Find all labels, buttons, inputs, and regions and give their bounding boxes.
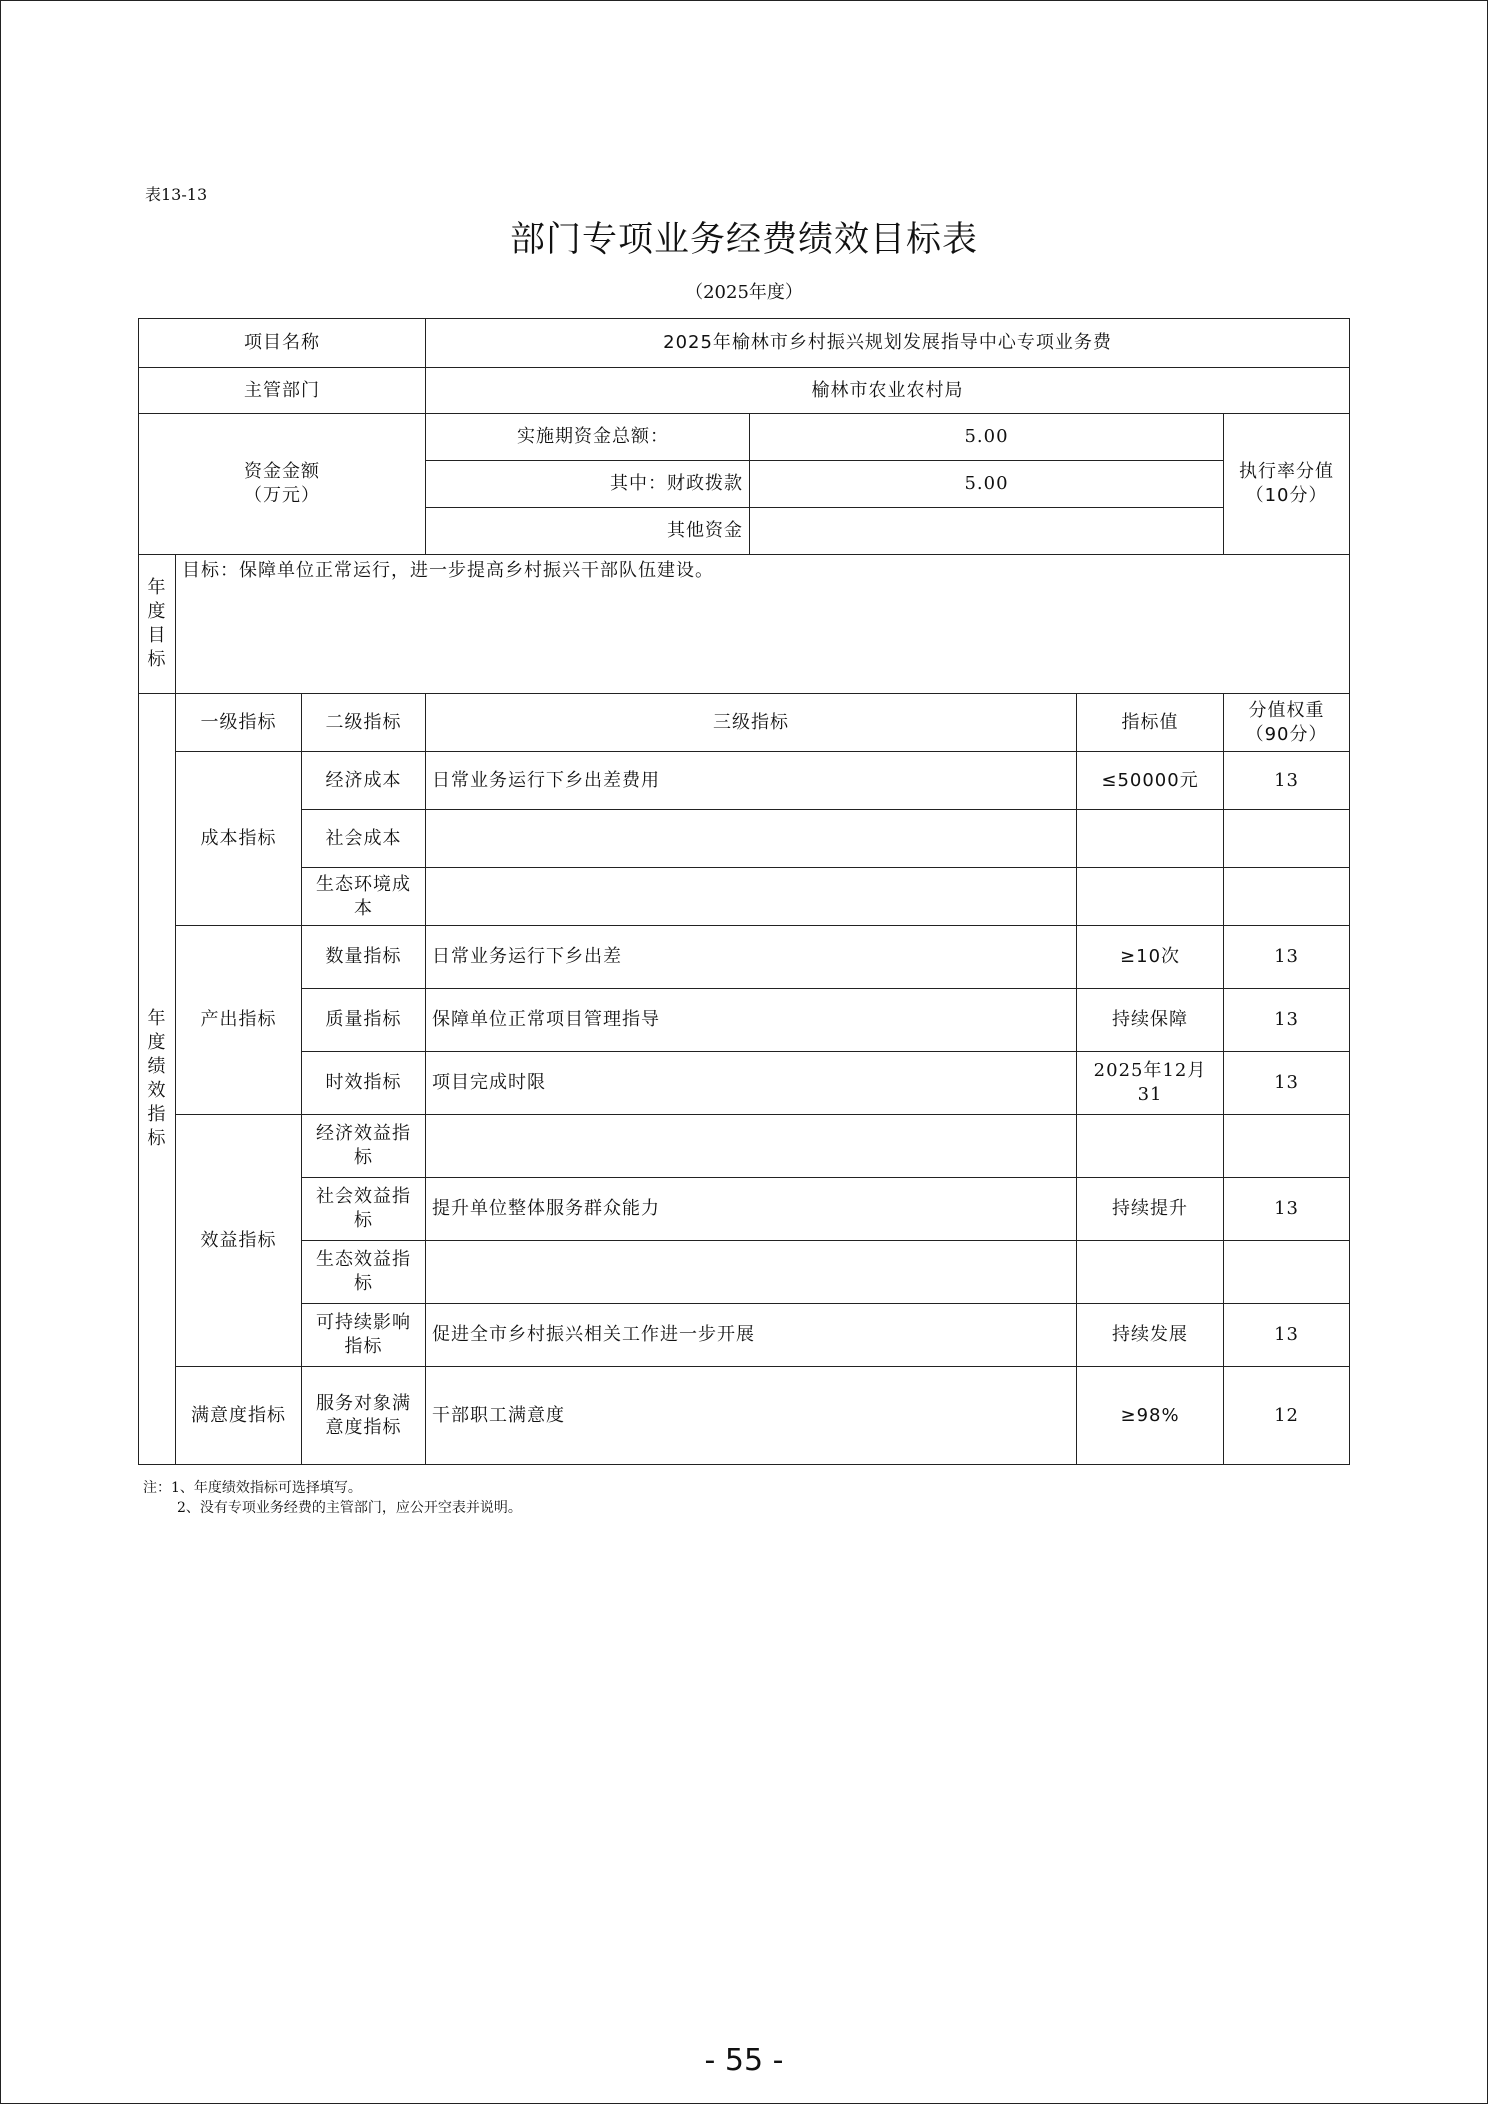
footnote-2: 2、没有专项业务经费的主管部门，应公开空表并说明。	[177, 1500, 522, 1516]
funds-label-line1: 资金金额	[244, 461, 321, 482]
weight-cell	[1224, 1241, 1350, 1304]
indicator-row	[139, 1178, 1350, 1241]
value-cell: 持续提升	[1077, 1178, 1224, 1241]
department-row	[139, 368, 1350, 414]
level1-benefit: 效益指标	[176, 1115, 302, 1367]
indicator-row	[139, 752, 1350, 810]
level3-cell	[426, 1115, 1077, 1178]
funds-fiscal-label: 其中：财政拨款	[426, 461, 750, 508]
annual-goal-text: 目标：保障单位正常运行，进一步提高乡村振兴干部队伍建设。	[176, 555, 1350, 694]
document-year: （2025年度）	[685, 282, 803, 303]
level2-cell: 数量指标	[302, 926, 426, 989]
execution-rate-line2: （10分）	[1245, 485, 1328, 506]
department-value: 榆林市农业农村局	[426, 368, 1350, 414]
indicator-row	[139, 868, 1350, 926]
value-cell: ≥98%	[1077, 1367, 1224, 1465]
level3-cell	[426, 868, 1077, 926]
level3-cell: 促进全市乡村振兴相关工作进一步开展	[426, 1304, 1077, 1367]
funds-fiscal-value: 5.00	[750, 461, 1224, 508]
value-cell	[1077, 810, 1224, 868]
annual-goal-row	[139, 555, 1350, 694]
funds-other-label: 其他资金	[426, 508, 750, 555]
department-label: 主管部门	[139, 368, 426, 414]
level2-cell: 服务对象满意度指标	[302, 1367, 426, 1465]
weight-cell: 13	[1224, 1052, 1350, 1115]
level3-cell: 提升单位整体服务群众能力	[426, 1178, 1077, 1241]
level1-output: 产出指标	[176, 926, 302, 1115]
level3-cell: 项目完成时限	[426, 1052, 1077, 1115]
value-cell	[1077, 868, 1224, 926]
level2-cell: 时效指标	[302, 1052, 426, 1115]
performance-target-table	[138, 318, 1350, 1465]
indicator-row	[139, 989, 1350, 1052]
indicator-row	[139, 1052, 1350, 1115]
indicator-row	[139, 810, 1350, 868]
performance-indicator-label: 年度绩效指标	[139, 694, 176, 1465]
weight-cell	[1224, 1115, 1350, 1178]
header-level2: 二级指标	[302, 694, 426, 752]
execution-rate-score	[1224, 414, 1350, 555]
header-value: 指标值	[1077, 694, 1224, 752]
header-level3: 三级指标	[426, 694, 1077, 752]
level3-cell: 干部职工满意度	[426, 1367, 1077, 1465]
weight-cell: 13	[1224, 989, 1350, 1052]
value-cell: ≥10次	[1077, 926, 1224, 989]
funds-other-value	[750, 508, 1224, 555]
funds-total-row	[139, 414, 1350, 461]
project-name-row	[139, 319, 1350, 368]
funds-total-label: 实施期资金总额：	[426, 414, 750, 461]
value-cell: ≤50000元	[1077, 752, 1224, 810]
weight-cell: 13	[1224, 1178, 1350, 1241]
level2-cell: 可持续影响指标	[302, 1304, 426, 1367]
funds-label-line2: （万元）	[244, 485, 321, 506]
value-cell: 2025年12月31	[1077, 1052, 1224, 1115]
indicator-row	[139, 1115, 1350, 1178]
level3-cell: 保障单位正常项目管理指导	[426, 989, 1077, 1052]
indicator-row	[139, 1241, 1350, 1304]
level2-cell: 社会效益指标	[302, 1178, 426, 1241]
level3-cell	[426, 810, 1077, 868]
indicator-row	[139, 1304, 1350, 1367]
level1-satisfaction: 满意度指标	[176, 1367, 302, 1465]
weight-cell	[1224, 868, 1350, 926]
footnotes	[143, 1478, 522, 1518]
value-cell: 持续保障	[1077, 989, 1224, 1052]
funds-total-value: 5.00	[750, 414, 1224, 461]
header-weight: 分值权重 （90分）	[1224, 694, 1350, 752]
table-number: 表13-13	[145, 185, 208, 204]
value-cell: 持续发展	[1077, 1304, 1224, 1367]
value-cell	[1077, 1115, 1224, 1178]
level3-cell: 日常业务运行下乡出差费用	[426, 752, 1077, 810]
level2-cell: 经济成本	[302, 752, 426, 810]
indicator-row	[139, 1367, 1350, 1465]
level2-cell: 生态效益指标	[302, 1241, 426, 1304]
level3-cell	[426, 1241, 1077, 1304]
funds-label	[139, 414, 426, 555]
level2-cell: 生态环境成本	[302, 868, 426, 926]
indicator-header-row	[139, 694, 1350, 752]
level1-cost: 成本指标	[176, 752, 302, 926]
weight-cell	[1224, 810, 1350, 868]
level2-cell: 社会成本	[302, 810, 426, 868]
weight-cell: 13	[1224, 752, 1350, 810]
weight-cell: 12	[1224, 1367, 1350, 1465]
weight-cell: 13	[1224, 926, 1350, 989]
document-title: 部门专项业务经费绩效目标表	[509, 220, 978, 260]
value-cell	[1077, 1241, 1224, 1304]
weight-cell: 13	[1224, 1304, 1350, 1367]
footnote-1: 注：1、年度绩效指标可选择填写。	[143, 1480, 362, 1496]
project-name-value: 2025年榆林市乡村振兴规划发展指导中心专项业务费	[426, 319, 1350, 368]
annual-goal-label: 年度目标	[139, 555, 176, 694]
project-name-label: 项目名称	[139, 319, 426, 368]
execution-rate-line1: 执行率分值	[1239, 461, 1335, 482]
header-level1: 一级指标	[176, 694, 302, 752]
page-number: - 55 -	[704, 2043, 784, 2078]
indicator-row	[139, 926, 1350, 989]
level3-cell: 日常业务运行下乡出差	[426, 926, 1077, 989]
level2-cell: 质量指标	[302, 989, 426, 1052]
level2-cell: 经济效益指标	[302, 1115, 426, 1178]
